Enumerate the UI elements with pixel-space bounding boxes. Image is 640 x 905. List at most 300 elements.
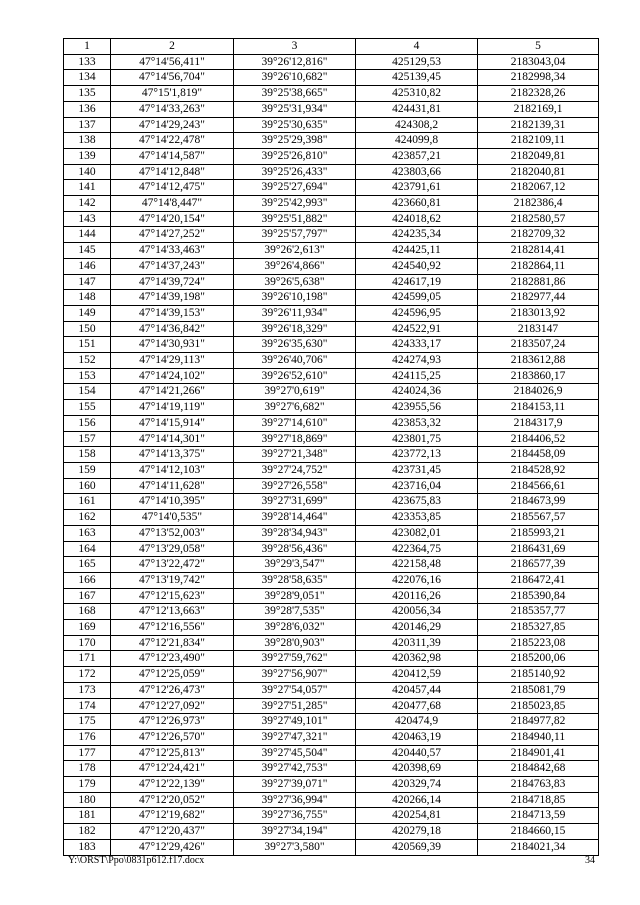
latitude-cell: 47°12'21,834" xyxy=(111,635,234,651)
y-coordinate-cell: 2182067,12 xyxy=(478,180,599,196)
x-coordinate-cell: 420056,34 xyxy=(356,604,478,620)
longitude-cell: 39°25'31,934" xyxy=(234,101,356,117)
point-number-cell: 169 xyxy=(64,620,111,636)
table-row xyxy=(64,792,599,808)
longitude-cell: 39°28'7,535" xyxy=(234,604,356,620)
point-number-cell: 168 xyxy=(64,604,111,620)
point-number-cell: 178 xyxy=(64,761,111,777)
y-coordinate-cell: 2183612,88 xyxy=(478,353,599,369)
y-coordinate-cell: 2185567,57 xyxy=(478,510,599,526)
point-number-cell: 145 xyxy=(64,243,111,259)
point-number-cell: 183 xyxy=(64,839,111,855)
point-number-cell: 157 xyxy=(64,431,111,447)
longitude-cell: 39°27'39,071" xyxy=(234,777,356,793)
longitude-cell: 39°27'18,869" xyxy=(234,431,356,447)
column-header-1: 1 xyxy=(64,39,111,55)
x-coordinate-cell: 420146,29 xyxy=(356,620,478,636)
y-coordinate-cell: 2184763,83 xyxy=(478,777,599,793)
y-coordinate-cell: 2185081,79 xyxy=(478,682,599,698)
longitude-cell: 39°26'40,706" xyxy=(234,353,356,369)
table-row xyxy=(64,510,599,526)
page-number: 34 xyxy=(585,855,595,866)
x-coordinate-cell: 423857,21 xyxy=(356,148,478,164)
point-number-cell: 155 xyxy=(64,400,111,416)
latitude-cell: 47°14'20,154" xyxy=(111,211,234,227)
point-number-cell: 163 xyxy=(64,525,111,541)
y-coordinate-cell: 2183860,17 xyxy=(478,368,599,384)
point-number-cell: 148 xyxy=(64,290,111,306)
y-coordinate-cell: 2184026,9 xyxy=(478,384,599,400)
y-coordinate-cell: 2182709,32 xyxy=(478,227,599,243)
y-coordinate-cell: 2184021,34 xyxy=(478,839,599,855)
table-row xyxy=(64,557,599,573)
x-coordinate-cell: 420116,26 xyxy=(356,588,478,604)
latitude-cell: 47°12'22,139" xyxy=(111,777,234,793)
longitude-cell: 39°27'24,752" xyxy=(234,462,356,478)
y-coordinate-cell: 2185390,84 xyxy=(478,588,599,604)
point-number-cell: 153 xyxy=(64,368,111,384)
y-coordinate-cell: 2184406,52 xyxy=(478,431,599,447)
x-coordinate-cell: 420457,44 xyxy=(356,682,478,698)
longitude-cell: 39°27'47,321" xyxy=(234,729,356,745)
point-number-cell: 152 xyxy=(64,353,111,369)
longitude-cell: 39°28'14,464" xyxy=(234,510,356,526)
longitude-cell: 39°25'38,665" xyxy=(234,86,356,102)
table-row xyxy=(64,321,599,337)
x-coordinate-cell: 424024,36 xyxy=(356,384,478,400)
y-coordinate-cell: 2182169,1 xyxy=(478,101,599,117)
longitude-cell: 39°27'49,101" xyxy=(234,714,356,730)
y-coordinate-cell: 2182881,86 xyxy=(478,274,599,290)
point-number-cell: 164 xyxy=(64,541,111,557)
x-coordinate-cell: 420329,74 xyxy=(356,777,478,793)
x-coordinate-cell: 420362,98 xyxy=(356,651,478,667)
point-number-cell: 140 xyxy=(64,164,111,180)
longitude-cell: 39°25'26,433" xyxy=(234,164,356,180)
coordinates-table-body xyxy=(64,39,599,856)
x-coordinate-cell: 423660,81 xyxy=(356,196,478,212)
x-coordinate-cell: 420266,14 xyxy=(356,792,478,808)
latitude-cell: 47°12'20,052" xyxy=(111,792,234,808)
table-row xyxy=(64,698,599,714)
latitude-cell: 47°12'19,682" xyxy=(111,808,234,824)
x-coordinate-cell: 423716,04 xyxy=(356,478,478,494)
longitude-cell: 39°27'31,699" xyxy=(234,494,356,510)
longitude-cell: 39°26'4,866" xyxy=(234,258,356,274)
longitude-cell: 39°27'34,194" xyxy=(234,824,356,840)
x-coordinate-cell: 420569,39 xyxy=(356,839,478,855)
point-number-cell: 179 xyxy=(64,777,111,793)
latitude-cell: 47°14'27,252" xyxy=(111,227,234,243)
longitude-cell: 39°26'52,610" xyxy=(234,368,356,384)
longitude-cell: 39°28'56,436" xyxy=(234,541,356,557)
x-coordinate-cell: 425310,82 xyxy=(356,86,478,102)
point-number-cell: 134 xyxy=(64,70,111,86)
point-number-cell: 175 xyxy=(64,714,111,730)
x-coordinate-cell: 420311,39 xyxy=(356,635,478,651)
table-row xyxy=(64,415,599,431)
table-row xyxy=(64,86,599,102)
x-coordinate-cell: 424617,19 xyxy=(356,274,478,290)
x-coordinate-cell: 422364,75 xyxy=(356,541,478,557)
x-coordinate-cell: 424018,62 xyxy=(356,211,478,227)
point-number-cell: 170 xyxy=(64,635,111,651)
point-number-cell: 141 xyxy=(64,180,111,196)
table-row xyxy=(64,808,599,824)
latitude-cell: 47°12'13,663" xyxy=(111,604,234,620)
point-number-cell: 166 xyxy=(64,572,111,588)
longitude-cell: 39°27'36,994" xyxy=(234,792,356,808)
x-coordinate-cell: 424235,34 xyxy=(356,227,478,243)
table-row xyxy=(64,211,599,227)
table-row xyxy=(64,431,599,447)
longitude-cell: 39°25'57,797" xyxy=(234,227,356,243)
latitude-cell: 47°12'15,623" xyxy=(111,588,234,604)
y-coordinate-cell: 2184842,68 xyxy=(478,761,599,777)
latitude-cell: 47°14'0,535" xyxy=(111,510,234,526)
longitude-cell: 39°27'54,057" xyxy=(234,682,356,698)
longitude-cell: 39°27'6,682" xyxy=(234,400,356,416)
latitude-cell: 47°12'25,813" xyxy=(111,745,234,761)
point-number-cell: 147 xyxy=(64,274,111,290)
point-number-cell: 177 xyxy=(64,745,111,761)
x-coordinate-cell: 423082,01 xyxy=(356,525,478,541)
y-coordinate-cell: 2184673,99 xyxy=(478,494,599,510)
table-row xyxy=(64,714,599,730)
table-row xyxy=(64,682,599,698)
point-number-cell: 149 xyxy=(64,305,111,321)
table-row xyxy=(64,635,599,651)
point-number-cell: 151 xyxy=(64,337,111,353)
x-coordinate-cell: 423353,85 xyxy=(356,510,478,526)
table-row xyxy=(64,651,599,667)
latitude-cell: 47°14'15,914" xyxy=(111,415,234,431)
table-row xyxy=(64,478,599,494)
longitude-cell: 39°26'5,638" xyxy=(234,274,356,290)
coordinates-table xyxy=(63,38,599,856)
point-number-cell: 173 xyxy=(64,682,111,698)
x-coordinate-cell: 425139,45 xyxy=(356,70,478,86)
table-row xyxy=(64,353,599,369)
longitude-cell: 39°27'59,762" xyxy=(234,651,356,667)
table-row xyxy=(64,777,599,793)
x-coordinate-cell: 422158,48 xyxy=(356,557,478,573)
point-number-cell: 156 xyxy=(64,415,111,431)
point-number-cell: 135 xyxy=(64,86,111,102)
latitude-cell: 47°14'39,153" xyxy=(111,305,234,321)
x-coordinate-cell: 420279,18 xyxy=(356,824,478,840)
y-coordinate-cell: 2185023,85 xyxy=(478,698,599,714)
latitude-cell: 47°14'56,411" xyxy=(111,54,234,70)
latitude-cell: 47°14'29,113" xyxy=(111,353,234,369)
y-coordinate-cell: 2183147 xyxy=(478,321,599,337)
point-number-cell: 160 xyxy=(64,478,111,494)
latitude-cell: 47°12'16,556" xyxy=(111,620,234,636)
longitude-cell: 39°27'42,753" xyxy=(234,761,356,777)
x-coordinate-cell: 424425,11 xyxy=(356,243,478,259)
y-coordinate-cell: 2185357,77 xyxy=(478,604,599,620)
table-row xyxy=(64,101,599,117)
table-row xyxy=(64,525,599,541)
y-coordinate-cell: 2185140,92 xyxy=(478,667,599,683)
x-coordinate-cell: 424115,25 xyxy=(356,368,478,384)
longitude-cell: 39°28'6,032" xyxy=(234,620,356,636)
longitude-cell: 39°26'10,198" xyxy=(234,290,356,306)
longitude-cell: 39°29'3,547" xyxy=(234,557,356,573)
y-coordinate-cell: 2186431,69 xyxy=(478,541,599,557)
longitude-cell: 39°26'35,630" xyxy=(234,337,356,353)
y-coordinate-cell: 2182386,4 xyxy=(478,196,599,212)
table-row xyxy=(64,196,599,212)
longitude-cell: 39°25'29,398" xyxy=(234,133,356,149)
longitude-cell: 39°27'3,580" xyxy=(234,839,356,855)
latitude-cell: 47°14'12,103" xyxy=(111,462,234,478)
point-number-cell: 158 xyxy=(64,447,111,463)
table-row xyxy=(64,164,599,180)
longitude-cell: 39°27'0,619" xyxy=(234,384,356,400)
x-coordinate-cell: 423675,83 xyxy=(356,494,478,510)
table-row xyxy=(64,368,599,384)
point-number-cell: 133 xyxy=(64,54,111,70)
column-header-5: 5 xyxy=(478,39,599,55)
latitude-cell: 47°12'24,421" xyxy=(111,761,234,777)
y-coordinate-cell: 2182109,11 xyxy=(478,133,599,149)
latitude-cell: 47°14'14,301" xyxy=(111,431,234,447)
y-coordinate-cell: 2184317,9 xyxy=(478,415,599,431)
point-number-cell: 150 xyxy=(64,321,111,337)
longitude-cell: 39°26'12,816" xyxy=(234,54,356,70)
longitude-cell: 39°27'51,285" xyxy=(234,698,356,714)
longitude-cell: 39°27'26,558" xyxy=(234,478,356,494)
latitude-cell: 47°14'39,198" xyxy=(111,290,234,306)
table-row xyxy=(64,494,599,510)
latitude-cell: 47°14'8,447" xyxy=(111,196,234,212)
table-row xyxy=(64,337,599,353)
table-row xyxy=(64,839,599,855)
table-row xyxy=(64,384,599,400)
table-row xyxy=(64,761,599,777)
point-number-cell: 182 xyxy=(64,824,111,840)
x-coordinate-cell: 424099,8 xyxy=(356,133,478,149)
y-coordinate-cell: 2184713,59 xyxy=(478,808,599,824)
x-coordinate-cell: 420412,59 xyxy=(356,667,478,683)
x-coordinate-cell: 420440,57 xyxy=(356,745,478,761)
latitude-cell: 47°14'37,243" xyxy=(111,258,234,274)
y-coordinate-cell: 2184153,11 xyxy=(478,400,599,416)
x-coordinate-cell: 423801,75 xyxy=(356,431,478,447)
y-coordinate-cell: 2184977,82 xyxy=(478,714,599,730)
longitude-cell: 39°27'14,610" xyxy=(234,415,356,431)
y-coordinate-cell: 2184458,09 xyxy=(478,447,599,463)
x-coordinate-cell: 424431,81 xyxy=(356,101,478,117)
latitude-cell: 47°13'29,058" xyxy=(111,541,234,557)
table-row xyxy=(64,729,599,745)
longitude-cell: 39°26'10,682" xyxy=(234,70,356,86)
point-number-cell: 159 xyxy=(64,462,111,478)
x-coordinate-cell: 423853,32 xyxy=(356,415,478,431)
point-number-cell: 139 xyxy=(64,148,111,164)
latitude-cell: 47°14'39,724" xyxy=(111,274,234,290)
table-row xyxy=(64,400,599,416)
y-coordinate-cell: 2186577,39 xyxy=(478,557,599,573)
latitude-cell: 47°12'26,973" xyxy=(111,714,234,730)
point-number-cell: 171 xyxy=(64,651,111,667)
latitude-cell: 47°14'30,931" xyxy=(111,337,234,353)
y-coordinate-cell: 2182998,34 xyxy=(478,70,599,86)
x-coordinate-cell: 423955,56 xyxy=(356,400,478,416)
y-coordinate-cell: 2184718,85 xyxy=(478,792,599,808)
point-number-cell: 143 xyxy=(64,211,111,227)
longitude-cell: 39°27'21,348" xyxy=(234,447,356,463)
point-number-cell: 162 xyxy=(64,510,111,526)
y-coordinate-cell: 2183013,92 xyxy=(478,305,599,321)
y-coordinate-cell: 2182977,44 xyxy=(478,290,599,306)
longitude-cell: 39°25'30,635" xyxy=(234,117,356,133)
longitude-cell: 39°27'45,504" xyxy=(234,745,356,761)
point-number-cell: 137 xyxy=(64,117,111,133)
table-row xyxy=(64,148,599,164)
latitude-cell: 47°14'11,628" xyxy=(111,478,234,494)
longitude-cell: 39°27'36,755" xyxy=(234,808,356,824)
point-number-cell: 154 xyxy=(64,384,111,400)
y-coordinate-cell: 2182328,26 xyxy=(478,86,599,102)
latitude-cell: 47°14'21,266" xyxy=(111,384,234,400)
latitude-cell: 47°14'29,243" xyxy=(111,117,234,133)
point-number-cell: 138 xyxy=(64,133,111,149)
latitude-cell: 47°15'1,819" xyxy=(111,86,234,102)
point-number-cell: 181 xyxy=(64,808,111,824)
footer-file-path: Y:\ORST\Ppo\0831p612.f17.docx xyxy=(68,855,205,866)
point-number-cell: 146 xyxy=(64,258,111,274)
table-row xyxy=(64,620,599,636)
x-coordinate-cell: 423791,61 xyxy=(356,180,478,196)
table-row xyxy=(64,243,599,259)
table-row xyxy=(64,258,599,274)
y-coordinate-cell: 2185223,08 xyxy=(478,635,599,651)
latitude-cell: 47°14'19,119" xyxy=(111,400,234,416)
latitude-cell: 47°14'24,102" xyxy=(111,368,234,384)
y-coordinate-cell: 2186472,41 xyxy=(478,572,599,588)
latitude-cell: 47°12'20,437" xyxy=(111,824,234,840)
longitude-cell: 39°26'2,613" xyxy=(234,243,356,259)
column-header-4: 4 xyxy=(356,39,478,55)
table-row xyxy=(64,667,599,683)
y-coordinate-cell: 2183043,04 xyxy=(478,54,599,70)
y-coordinate-cell: 2184528,92 xyxy=(478,462,599,478)
latitude-cell: 47°13'52,003" xyxy=(111,525,234,541)
longitude-cell: 39°27'56,907" xyxy=(234,667,356,683)
column-header-3: 3 xyxy=(234,39,356,55)
table-row xyxy=(64,305,599,321)
longitude-cell: 39°26'11,934" xyxy=(234,305,356,321)
y-coordinate-cell: 2183507,24 xyxy=(478,337,599,353)
latitude-cell: 47°12'25,059" xyxy=(111,667,234,683)
column-header-2: 2 xyxy=(111,39,234,55)
x-coordinate-cell: 420477,68 xyxy=(356,698,478,714)
longitude-cell: 39°26'18,329" xyxy=(234,321,356,337)
longitude-cell: 39°25'42,993" xyxy=(234,196,356,212)
point-number-cell: 174 xyxy=(64,698,111,714)
x-coordinate-cell: 424599,05 xyxy=(356,290,478,306)
y-coordinate-cell: 2182139,31 xyxy=(478,117,599,133)
latitude-cell: 47°12'23,490" xyxy=(111,651,234,667)
point-number-cell: 142 xyxy=(64,196,111,212)
point-number-cell: 176 xyxy=(64,729,111,745)
table-row xyxy=(64,117,599,133)
point-number-cell: 144 xyxy=(64,227,111,243)
x-coordinate-cell: 420474,9 xyxy=(356,714,478,730)
table-row xyxy=(64,447,599,463)
y-coordinate-cell: 2184566,61 xyxy=(478,478,599,494)
table-header-row xyxy=(64,39,599,55)
x-coordinate-cell: 423803,66 xyxy=(356,164,478,180)
table-row xyxy=(64,180,599,196)
longitude-cell: 39°28'34,943" xyxy=(234,525,356,541)
latitude-cell: 47°14'22,478" xyxy=(111,133,234,149)
y-coordinate-cell: 2182040,81 xyxy=(478,164,599,180)
latitude-cell: 47°12'27,092" xyxy=(111,698,234,714)
x-coordinate-cell: 420463,19 xyxy=(356,729,478,745)
table-row xyxy=(64,588,599,604)
point-number-cell: 172 xyxy=(64,667,111,683)
x-coordinate-cell: 425129,53 xyxy=(356,54,478,70)
latitude-cell: 47°14'33,463" xyxy=(111,243,234,259)
latitude-cell: 47°14'14,587" xyxy=(111,148,234,164)
y-coordinate-cell: 2182049,81 xyxy=(478,148,599,164)
y-coordinate-cell: 2182814,41 xyxy=(478,243,599,259)
y-coordinate-cell: 2182580,57 xyxy=(478,211,599,227)
y-coordinate-cell: 2185200,06 xyxy=(478,651,599,667)
table-row xyxy=(64,54,599,70)
latitude-cell: 47°14'36,842" xyxy=(111,321,234,337)
latitude-cell: 47°14'12,848" xyxy=(111,164,234,180)
y-coordinate-cell: 2185993,21 xyxy=(478,525,599,541)
x-coordinate-cell: 424522,91 xyxy=(356,321,478,337)
x-coordinate-cell: 422076,16 xyxy=(356,572,478,588)
latitude-cell: 47°14'56,704" xyxy=(111,70,234,86)
latitude-cell: 47°14'12,475" xyxy=(111,180,234,196)
x-coordinate-cell: 424274,93 xyxy=(356,353,478,369)
x-coordinate-cell: 420398,69 xyxy=(356,761,478,777)
longitude-cell: 39°25'27,694" xyxy=(234,180,356,196)
table-row xyxy=(64,572,599,588)
latitude-cell: 47°12'26,570" xyxy=(111,729,234,745)
table-row xyxy=(64,462,599,478)
x-coordinate-cell: 420254,81 xyxy=(356,808,478,824)
table-row xyxy=(64,133,599,149)
table-row xyxy=(64,274,599,290)
table-row xyxy=(64,70,599,86)
x-coordinate-cell: 424308,2 xyxy=(356,117,478,133)
longitude-cell: 39°28'58,635" xyxy=(234,572,356,588)
y-coordinate-cell: 2184901,41 xyxy=(478,745,599,761)
latitude-cell: 47°14'13,375" xyxy=(111,447,234,463)
table-row xyxy=(64,290,599,306)
latitude-cell: 47°12'26,473" xyxy=(111,682,234,698)
point-number-cell: 161 xyxy=(64,494,111,510)
y-coordinate-cell: 2184940,11 xyxy=(478,729,599,745)
longitude-cell: 39°25'26,810" xyxy=(234,148,356,164)
x-coordinate-cell: 424596,95 xyxy=(356,305,478,321)
longitude-cell: 39°28'0,903" xyxy=(234,635,356,651)
y-coordinate-cell: 2182864,11 xyxy=(478,258,599,274)
latitude-cell: 47°14'33,263" xyxy=(111,101,234,117)
y-coordinate-cell: 2185327,85 xyxy=(478,620,599,636)
table-row xyxy=(64,604,599,620)
x-coordinate-cell: 423772,13 xyxy=(356,447,478,463)
x-coordinate-cell: 423731,45 xyxy=(356,462,478,478)
latitude-cell: 47°14'10,395" xyxy=(111,494,234,510)
